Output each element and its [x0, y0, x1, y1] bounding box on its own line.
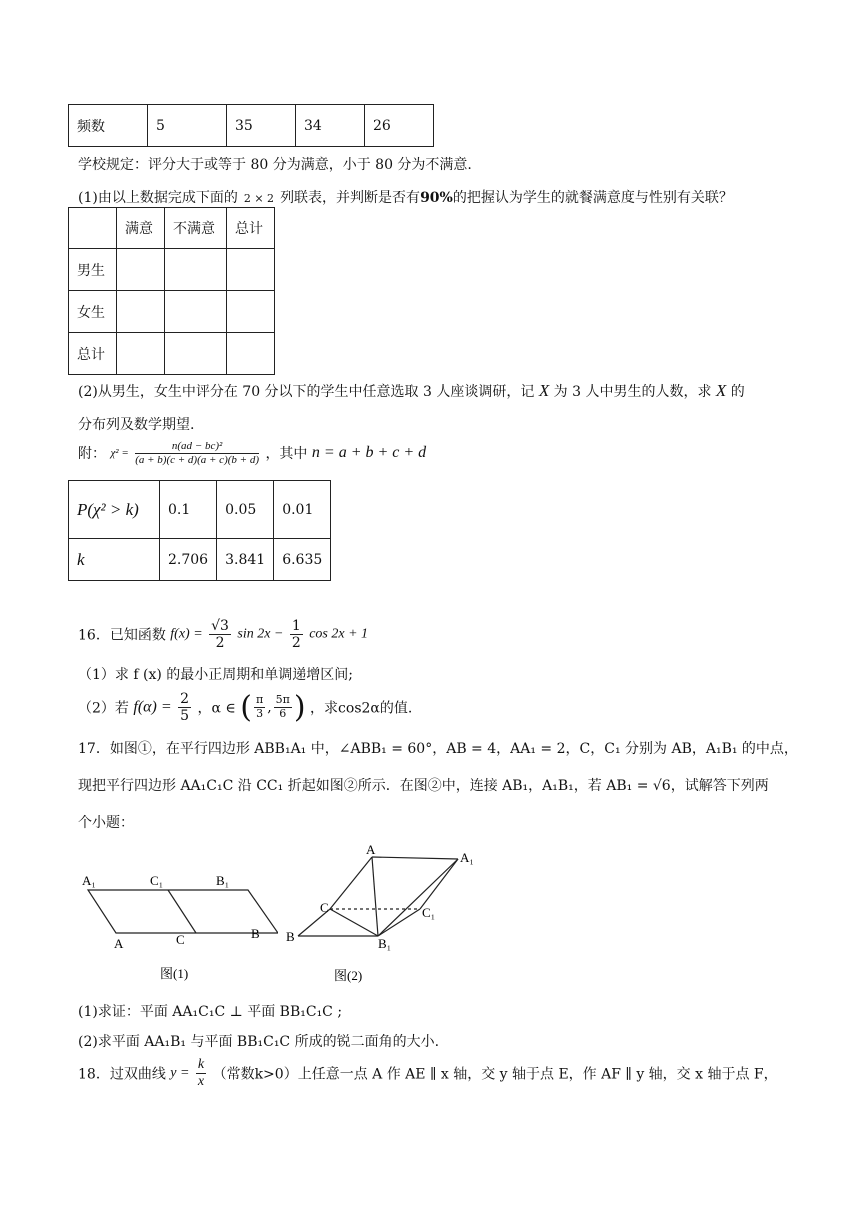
fig2-caption: 图(2)	[334, 968, 363, 983]
chi-fraction: $\frac{\text{n(ad − bc)²}}{(a + b)(c + d)(a + c)(b + d)}$	[135, 440, 259, 466]
crit-value: 6.635	[274, 539, 331, 581]
chi-formula: 附： χ² = $\frac{\text{n(ad − bc)²}}{(a + b)(c + d)(a + c)(b + d)}$ ，其中 n = a + b + c + d	[78, 440, 427, 466]
freq-value: 26	[365, 105, 434, 147]
ct-header: 总计	[227, 208, 275, 249]
fig1-label-B1: B₁	[216, 873, 230, 888]
crit-value: 0.01	[274, 481, 331, 539]
crit-value: 3.841	[217, 539, 274, 581]
freq-value: 5	[148, 105, 227, 147]
critical-value-table	[68, 480, 331, 581]
figure-2	[286, 842, 486, 990]
ct-row-label: 总计	[69, 333, 117, 375]
q16-part1: （1）求 f (x) 的最小正周期和单调递增区间;	[78, 667, 353, 683]
freq-label: 频数	[69, 105, 148, 147]
ct-header: 不满意	[165, 208, 227, 249]
q17-line2: 现把平行四边形 AA₁C₁C 沿 CC₁ 折起如图②所示．在图②中，连接 AB₁，A₁B₁，若 AB₁ = √6，试解答下列两	[78, 778, 769, 794]
q16-part2: （2）若 f(α) = $\frac{2}{5}$ ，α ∈ ( $\frac{\pi}{3}$ , $\frac{5\pi}{6}$ ) ，求cos2α的值.	[78, 690, 413, 725]
fig1-label-B: B	[251, 926, 260, 941]
fig1-label-C: C	[176, 932, 185, 947]
ct-header	[69, 208, 117, 249]
frequency-table	[68, 104, 434, 147]
contingency-table	[68, 207, 275, 375]
freq-value: 34	[296, 105, 365, 147]
figure-1	[78, 868, 278, 988]
fig2-label-B: B	[286, 929, 295, 944]
fig1-label-A: A	[114, 936, 124, 951]
fig1-label-A1: A₁	[82, 873, 96, 888]
q17-line1: 17．如图①，在平行四边形 ABB₁A₁ 中，∠ABB₁ = 60°，AB = 4，AA₁ = 2，C，C₁ 分别为 AB，A₁B₁ 的中点，	[78, 741, 798, 757]
crit-value: 0.05	[217, 481, 274, 539]
crit-value: 2.706	[160, 539, 217, 581]
q18-stem: 18．过双曲线 y = $\frac{k}{x}$ （常数k>0）上任意一点 A 作 AE ∥ x 轴，交 y 轴于点 E，作 AF ∥ y 轴，交 x 轴于点 F，	[78, 1057, 778, 1090]
crit-row-label: k	[69, 539, 160, 581]
fig1-caption: 图(1)	[160, 966, 189, 981]
fig2-label-A1: A₁	[460, 850, 474, 865]
q15-part2-line2: 分布列及数学期望.	[78, 417, 195, 433]
q15-part1: (1)由以上数据完成下面的 2 × 2 列联表，并判断是否有90%的把握认为学生的就餐满意度与性别有关联？	[78, 190, 733, 206]
q17-line3: 个小题：	[78, 815, 134, 831]
fig2-label-B1: B₁	[378, 936, 392, 951]
q17-part2: (2)求平面 AA₁B₁ 与平面 BB₁C₁C 所成的锐二面角的大小.	[78, 1034, 440, 1050]
q16-stem: 16．已知函数 f(x) = $\frac{√3}{2}$ sin 2x − $\frac{1}{2}$ cos 2x + 1	[78, 618, 369, 652]
q17-part1: (1)求证：平面 AA₁C₁C ⊥ 平面 BB₁C₁C ;	[78, 1004, 343, 1020]
fig1-label-C1: C₁	[150, 873, 164, 888]
crit-value: 0.1	[160, 481, 217, 539]
freq-value: 35	[227, 105, 296, 147]
crit-row-label: P(χ² > k)	[69, 481, 160, 539]
q15-part2-line1: (2)从男生，女生中评分在 70 分以下的学生中任意选取 3 人座谈调研，记 X 为 3 人中男生的人数，求 X 的	[78, 381, 745, 400]
rule-text: 学校规定：评分大于或等于 80 分为满意，小于 80 分为不满意.	[78, 157, 472, 173]
ct-header: 满意	[117, 208, 165, 249]
fig2-label-C: C	[320, 900, 329, 915]
ct-row-label: 男生	[69, 249, 117, 291]
fig2-label-A: A	[366, 842, 376, 857]
fig2-label-C1: C₁	[422, 905, 436, 920]
ct-row-label: 女生	[69, 291, 117, 333]
